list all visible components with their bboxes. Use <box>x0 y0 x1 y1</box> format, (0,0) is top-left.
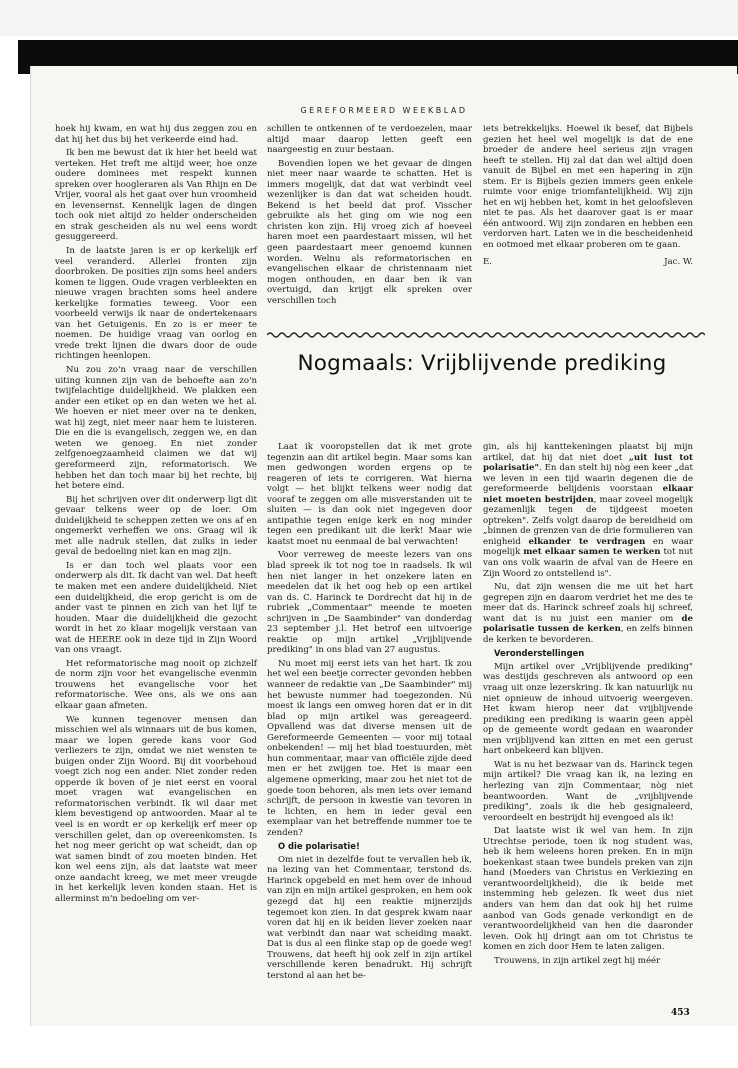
text-run: , maar zoveel mogelijk gezamenlijk tegen de tijdgeest moeten optreken". Zelfs volgt daarop de bereidheid om „binnen de grenzen van de drie formulieren van enigheid <box>483 494 694 547</box>
text-run: tot nut van ons volk waarin de afval van de Heere en Zijn Woord zo ontstellend is". <box>483 547 693 579</box>
column-right-top <box>483 124 693 267</box>
paragraph: hoek hij kwam, en wat hij dus zeggen zou en dat hij het dus bij het verkeerde eind had. <box>55 124 257 145</box>
paragraph: Dat laatste wist ik wel van hem. In zijn Utrechtse periode, toen ik nog student was, heb ik hem weleens horen preken. En in mijn boekenkast staan twee bundels preken van zijn hand (Moeders van Christus en Verkiezing en verantwoordelijkheid), die ik beide met instemming heb gelezen. Ik weet dus niet anders van hem dan dat ook hij het ruime aanbod van Gods genade verkondigt en de verantwoordelijkheid van hen die daaronder leven. Ook hij dringt aan om tot Christus te komen en zich door Hem te laten zaligen. <box>483 826 693 953</box>
page-number: 453 <box>671 1008 690 1018</box>
signature-line <box>483 257 693 268</box>
section-subheading: Veronderstellingen <box>494 648 585 659</box>
paragraph: Nu zou zo'n vraag naar de verschillen uiting kunnen zijn van de behoefte aan zo'n twijfelachtige duidelijkheid. We plakken een ander een etiket op en dan weten we het al. We hoeven er niet meer over na te denken, wat hij zegt, niet meer naar hem te luisteren. Die en die is evangelisch, zeggen we, en dan weten we genoeg. En niet zonder zelfgenoegzaamheid claimen we dat wij gereformeerd zijn, reformatorisch. We hebben het dan toch maar bij het rechte, bij het betere eind. <box>55 365 257 492</box>
bold-run: de polarisatie tussen de kerken <box>483 613 693 635</box>
bold-run: met elkaar samen te werken <box>523 547 661 558</box>
text-run: en waar mogelijk <box>483 536 693 558</box>
bold-run: elkaar niet moeten bestrijden <box>483 484 693 505</box>
signature-initial: E. <box>483 256 493 267</box>
paragraph: In de laatste jaren is er op kerkelijk erf veel veranderd. Allerlei fronten zijn doorbroken. De posities zijn soms heel anders komen te liggen. Oude vragen verbleekten en nieuwe vragen brachten soms heel andere kerkelijke formaties teweeg. Voor een voorbeeld verwijs ik naar de ondertekenaars van het Getuigenis. En zo is er meer te noemen. De huidige vraag van oorlog en vrede trekt lijnen die dwars door de oude richtingen heenlopen. <box>55 246 257 362</box>
text-run: . En dan stelt hij nòg een keer „dat we leven in een tijd waarin degenen die de gereformeerde belijdenis voorstaan <box>483 463 693 495</box>
article-title: Nogmaals: Vrijblijvende prediking <box>297 351 667 376</box>
paragraph: Laat ik vooropstellen dat ik met grote tegenzin aan dit artikel begin. Maar soms kan men gedwongen worden ergens op te reageren of iets te corrigeren. Wat hierna volgt — het blijkt telkens weer nodig dat vooraf te zeggen om alle misverstanden uit te sluiten — is dan ook niet ingegeven door antipathie tegen enige kerk en nog minder tegen een predikant uit die kerk! Maar wie kaatst moet nu eenmaal de bal verwachten! <box>267 442 472 547</box>
paragraph: Is er dan toch wel plaats voor een onderwerp als dit. Ik dacht van wel. Dat heeft te maken met een andere duidelijkheid. Niet een duidelijkheid, die erop gericht is om de ander vast te pinnen en zich van het lijf te houden. Maar die duidelijkheid die gezocht wordt in het zo klaar mogelijk verstaan van wat de HEERE ook in deze tijd in Zijn Woord van ons vraagt. <box>55 560 257 656</box>
paragraph <box>483 582 693 645</box>
bold-run: „uit lust tot polarisatie" <box>483 452 693 474</box>
paragraph: Ik ben me bewust dat ik hier het beeld wat verteken. Het treft me altijd weer, hoe onze oudere dominees met respekt kunnen spreken over hoogleraren als Van Rhijn en De Vrijer, vooral als het gaat over hun vroomheid en levensernst. Kennelijk lagen de dingen toch ook niet altijd zo helder onderscheiden en strak gescheiden als nu wel eens wordt gesuggereerd. <box>55 148 257 243</box>
paragraph: We kunnen tegenover mensen dan misschien wel als winnaars uit de bus komen, maar we lopen gerede kans voor God verliezers te zijn, omdat we niet wensten te buigen onder Zijn Woord. Bij dit voorbehoud voegt zich nog een ander. Niet zonder reden opperde ik boven of je niet eerst en vooral moet vragen wat evangelischen en reformatorischen verbindt. Ik wil daar met klem bevestigend op antwoorden. Maar al te veel is en wordt er op kerkelijk erf meer op verschillen gelet, dan op overeenkomsten. Is het nog meer gericht op wat scheidt, dan op wat samen bindt of zou moeten binden. Het kon wel eens zijn, als dat laatste wat meer onze aandacht kreeg, we met meer vreugde in het kerkelijk leven konden staan. Het is allerminst m'n bedoeling om ver- <box>55 714 257 904</box>
paragraph: Trouwens, in zijn artikel zegt hij méér <box>494 955 661 966</box>
paragraph: Mijn artikel over „Vrijblijvende prediking" was destijds geschreven als antwoord op een vraag uit onze lezerskring. Ik kan natuurlijk nu niet opnieuw de inhoud uitvoerig weergeven. Het kwam hierop neer dat vrijblijvende prediking een prediking is waarin geen appèl op de gemeente wordt gedaan en waaronder men vrijblijvend kan zitten en met een gerust hart onbekeerd kan blijven. <box>483 661 693 757</box>
text-run: , en zelfs binnen de kerken te bevorderen. <box>483 624 693 645</box>
paragraph: Bij het schrijven over dit onderwerp ligt dit gevaar telkens weer op de loer. Om duidelijkheid te scheppen zetten we ons af en ongemerkt verheffen we ons. Graag wil ik met alle nadruk stellen, dat zulks in ieder geval de bedoeling niet kan en mag zijn. <box>55 494 257 558</box>
paragraph: Om niet in dezelfde fout te vervallen heb ik, na lezing van het Commentaar, terstond ds. Harinck opgebeld en met hem over de inhoud van zijn en mijn artikel gesproken, en hem ook gezegd dat hij een reaktie mijnerzijds tegemoet kon zien. In dat gesprek kwam naar voren dat hij en ik beiden liever zoeken naar wat verbindt dan naar wat scheiding maakt. Dat is dus al een flinke stap op de goede weg! Trouwens, dat heeft hij ook zelf in zijn artikel verschillende keren benadrukt. Hij schrijft terstond al aan het be- <box>267 854 472 981</box>
wavy-divider <box>267 330 705 340</box>
paragraph <box>483 442 693 579</box>
section-subheading: O die polarisatie! <box>278 841 360 852</box>
text-run: gin, als hij kanttekeningen plaatst bij mijn artikel, dat hij dat niet doet <box>483 442 693 463</box>
paragraph: Bovendien lopen we het gevaar de dingen niet meer naar waarde te schatten. Het is immers mogelijk, dat dat wat verbindt veel wezenlijker is dan dat wat scheiden houdt. Bekend is het beeld dat prof. Visscher gebruikte als het ging om wie nog een christen kon zijn. Hij vroeg zich af hoeveel haren moet een paardestaart missen, wil het geen paardestaart meer genoemd kunnen worden. Welnu als reformatorischen en evangelischen elkaar de christennaam niet mogen onthouden, en daar ben ik van overtuigd, dan krijgt elk spreken over verschillen toch <box>267 158 472 306</box>
signature-author: Jac. W. <box>664 256 693 267</box>
page-header: GEREFORMEERD WEEKBLAD <box>300 106 468 115</box>
paragraph: iets betrekkelijks. Hoewel ik besef, dat Bijbels gezien het heel wel mogelijk is dat de ene broeder de andere heel serieus zijn vragen heeft te stellen. Hij zal dat dan wel altijd doen vanuit de Bijbel en met een hapering in zijn stem. Er is Bijbels gezien immers geen enkele ruimte voor enige triomfantelijkheid. Wij zijn het en wij hebben het, komt in het geloofsleven niet te pas. Als het daarover gaat is er maar één antwoord. Wij zijn zondaren en hebben een verdorven hart. Laten we in die bescheidenheid en ootmoed met elkaar proberen om te gaan. <box>483 124 693 251</box>
paragraph: schillen te ontkennen of te verdoezelen, maar altijd maar daarop letten geeft een naargeestig en zuur bestaan. <box>267 124 472 156</box>
paragraph: Voor verreweg de meeste lezers van ons blad spreek ik tot nog toe in raadsels. Ik wil hen niet langer in het onzekere laten en meedelen dat ik het oog heb op een artikel van ds. C. Harinck te Dordrecht dat hij in de rubriek „Commentaar" meende te moeten schrijven in „De Saambinder" van donderdag 23 september j.l. Het betrof een uitvoerige reaktie op mijn artikel „Vrijblijvende prediking" in ons blad van 27 augustus. <box>267 550 472 656</box>
bold-run: elkander te verdragen <box>528 536 646 547</box>
column-middle-top <box>267 124 472 309</box>
column-middle-article <box>267 442 472 984</box>
paragraph: Het reformatorische mag nooit op zichzelf de norm zijn voor het evangelische evenmin trouwens het evangelische voor het reformatorische. Wee ons, als we ons aan elkaar gaan afmeten. <box>55 658 257 711</box>
column-left <box>55 124 257 907</box>
column-right-article <box>483 442 693 969</box>
paragraph: Nu moet mij eerst iets van het hart. Ik zou het wel een beetje correcter gevonden hebben wanneer de redaktie van „De Saambinder" mij het bewuste nummer had toegezonden. Nú moest ik langs een omweg horen dat er in dit blad op mijn artikel was gereageerd. Opvallend was dat diverse mensen uit de Gereformeerde Gemeenten — voor mij totaal onbekenden! — mij het blad toestuurden, mèt hun commentaar, maar van officiële zijde deed men er het zwijgen toe. Het is maar een algemene opmerking, maar zou het niet tot de goede toon behoren, als men iets over iemand schrijft, de persoon in kwestie van tevoren in te lichten, en hem in ieder geval een exemplaar van het betreffende nummer toe te zenden? <box>267 658 472 838</box>
paragraph: Wat is nu het bezwaar van ds. Harinck tegen mijn artikel? Die vraag kan ik, na lezing en herlezing van zijn Commentaar, nòg niet beantwoorden. Want de „vrijblijvende prediking", zoals ik die heb gesignaleerd, veroordeelt en bestrijdt hij evengoed als ik! <box>483 759 693 823</box>
scan-background <box>0 0 738 36</box>
newspaper-page <box>30 66 737 1026</box>
text-run: Nu, dat zijn wensen die me uit het hart gegrepen zijn en daarom verdriet het me des te meer dat ds. Harinck schreef zoals hij schreef, want dat is nu juist een manier om <box>483 582 693 624</box>
